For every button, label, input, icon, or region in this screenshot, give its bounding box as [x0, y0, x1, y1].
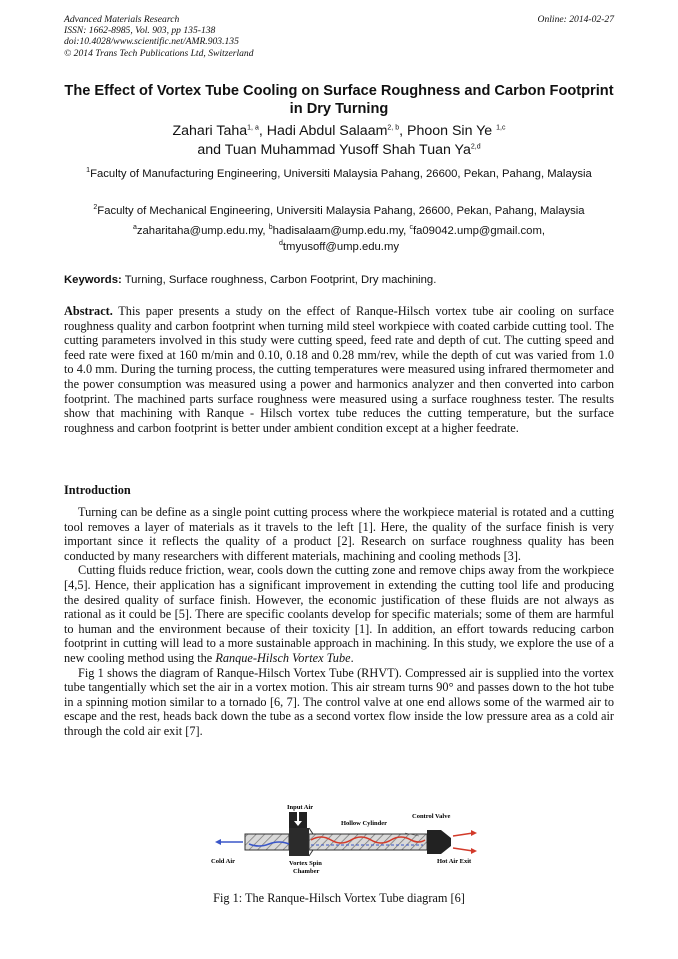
- email-link[interactable]: zaharitaha@ump.edu.my,: [136, 225, 266, 237]
- affiliation-superscript: 1: [86, 167, 91, 175]
- author-name: Zahari Taha: [172, 123, 248, 139]
- paragraph-text: Cutting fluids reduce friction, wear, cools down the cutting zone and remove chips away from the workpiece [4,5]. Hence, their application has a significant improvement in extending the cutting tool life and producing the desired quality of surface finish. However, the economic justification of these fluids are not always as rational as it could be [5]. There are specific coolants develop for specific materials; some of them are harmful to human and the environment because of their toxicity [1]. In addition, an effort towards reducing carbon footprint in cutting will lead to a more sustainable approach in machining. In this study, we explore the use of a new cooling method using the: [64, 563, 614, 665]
- email-link[interactable]: tmyusoff@ump.edu.my: [282, 240, 400, 253]
- email-superscript: b: [268, 224, 273, 232]
- label-input-air: Input Air: [287, 804, 314, 811]
- affiliation-text: Faculty of Manufacturing Engineering, Universiti Malaysia Pahang, 26600, Pekan, Pahang, Malaysia: [90, 168, 592, 180]
- author-and: and: [197, 142, 222, 158]
- keywords: [64, 274, 614, 286]
- label-hollow-cylinder: Hollow Cylinder: [341, 820, 388, 827]
- label-chamber: Chamber: [293, 868, 320, 875]
- author-superscript: 1,c: [496, 124, 506, 132]
- paragraph: Fig 1 shows the diagram of Ranque-Hilsch Vortex Tube (RHVT). Compressed air is supplied into the vortex tube tangentially which set the air in a vortex motion. This air stream turns 90° and passes down to the hot tube in a spinning motion similar to a tornado [6, 7]. The control valve at one end allows some of the warmed air to escape and the rest, heads back down the tube as a second vortex flow inside the low pressure area as a cold air through the cold air exit [7].: [64, 665, 614, 738]
- cold-air-arrowhead-icon: [215, 839, 221, 845]
- journal-issn: ISSN: 1662-8985, Vol. 903, pp 135-138: [64, 25, 216, 37]
- introduction-body: [64, 505, 614, 739]
- paper-title: The Effect of Vortex Tube Cooling on Surface Roughness and Carbon Footprint in Dry Turning: [64, 83, 614, 117]
- abstract-text: This paper presents a study on the effect of Ranque-Hilsch vortex tube air cooling on surface roughness quality and carbon footprint when turning mild steel workpiece with coated carbide cutting tool. The cutting parameters involved in this study were cutting speed, feed rate and depth of cut. The cutting speed and feed rate were fixed at 160 m/min and 0.10, 0.18 and 0.28 mm/rev, while the depth of cut was varied from 1.0 to 4.0 mm. During the turning process, the cutting temperatures were measured using infrared thermometer and the power consumption was measured using a power and harmonics analyzer and then converted into carbon footprint. The machined parts surface roughness were measured using a surface roughness tester. The results show that machining with Ranque - Hilsch vortex tube reduces the cutting temperature, but the surface roughness and carbon footprint is better under ambient condition except at a higher feedrate.: [64, 304, 614, 435]
- affiliation-text: Faculty of Mechanical Engineering, Universiti Malaysia Pahang, 26600, Pekan, Pahang, Malaysia: [97, 205, 585, 217]
- author-superscript: 1, a: [247, 124, 259, 132]
- author-name: Hadi Abdul Salaam: [266, 123, 388, 139]
- hollow-cylinder-tube: [309, 834, 427, 850]
- section-heading: Introduction: [64, 483, 131, 497]
- author-name: Phoon Sin Ye: [406, 123, 493, 139]
- journal-doi: doi:10.4028/www.scientific.net/AMR.903.135: [64, 36, 239, 48]
- figure-caption: Fig 1: The Ranque-Hilsch Vortex Tube diagram [6]: [213, 891, 465, 905]
- paragraph: [64, 563, 614, 665]
- author-list: Zahari Taha$^{1, a}$, Hadi Abdul Salaam$^{2, b}$, Phoon Sin Ye $^{1,c}$ and Tuan Muhammad Yusoff Shah Tuan Ya$^{2,d}$: [172, 123, 506, 158]
- author-superscript: 2,d: [470, 143, 481, 151]
- abstract: [64, 304, 614, 435]
- paragraph-end: .: [350, 650, 354, 665]
- affiliation-superscript: 2: [93, 204, 98, 212]
- email-superscript: a: [132, 224, 137, 232]
- email-link[interactable]: hadisalaam@ump.edu.my,: [272, 225, 407, 237]
- label-cold-air: Cold Air: [211, 858, 236, 865]
- affiliation-1: [64, 167, 614, 183]
- keywords-text: Turning, Surface roughness, Carbon Footprint, Dry machining.: [124, 274, 437, 286]
- journal-copyright: © 2014 Trans Tech Publications Ltd, Switzerland: [64, 47, 254, 59]
- hot-air-arrowhead-icon: [471, 830, 477, 836]
- journal-name: Advanced Materials Research: [64, 14, 180, 25]
- paragraph-italic: Ranque-Hilsch Vortex Tube: [215, 650, 351, 665]
- keywords-label: Keywords:: [64, 274, 122, 286]
- author-superscript: 2, b: [387, 124, 400, 132]
- author-name: Tuan Muhammad Yusoff Shah Tuan Ya: [224, 142, 471, 158]
- email-superscript: c: [409, 224, 413, 232]
- email-list: [64, 224, 614, 255]
- hot-air-arrow-icon: [453, 848, 473, 851]
- control-valve: [427, 830, 451, 854]
- email-link[interactable]: fa09042.ump@gmail.com,: [412, 225, 546, 237]
- vortex-chamber: [289, 828, 309, 856]
- email-superscript: d: [278, 239, 283, 247]
- label-control-valve: Control Valve: [412, 813, 451, 820]
- journal-header: [64, 14, 614, 59]
- abstract-label: Abstract.: [64, 304, 113, 318]
- label-hot-air-exit: Hot Air Exit: [437, 858, 472, 865]
- hot-air-arrow-icon: [453, 833, 473, 836]
- vortex-tube-diagram: [205, 800, 485, 878]
- hot-air-arrowhead-icon: [471, 848, 477, 854]
- affiliation-2: [64, 204, 614, 220]
- label-vortex-spin: Vortex Spin: [289, 860, 322, 867]
- paragraph: Turning can be define as a single point cutting process where the workpiece material is rotated and a cutting tool removes a layer of materials as it travels to the left [1]. Here, the quality of the surface finish is very important since it reflects the quality of a product [2]. Research on surface roughness quality has been conducted by many researchers with different materials, machining and cooling methods [3].: [64, 505, 614, 563]
- online-date: Online: 2014-02-27: [537, 14, 614, 25]
